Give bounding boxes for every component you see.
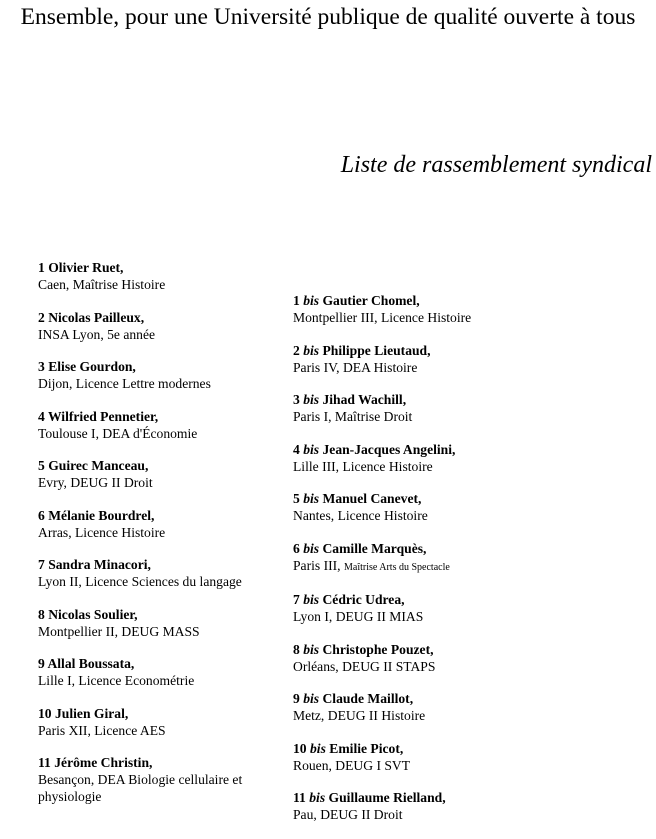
candidate-name: Elise Gourdon, xyxy=(48,359,136,374)
candidate-detail xyxy=(293,309,623,326)
candidate-number: 11 xyxy=(38,755,51,770)
candidate-number: 4 xyxy=(293,441,300,457)
candidate-name: Manuel Canevet, xyxy=(322,491,422,506)
candidate-course: Licence Histoire xyxy=(342,458,433,474)
candidate-line xyxy=(38,408,278,425)
candidate-course: Licence Histoire xyxy=(337,508,428,523)
bis-list xyxy=(293,292,623,839)
list-item xyxy=(38,556,278,590)
candidate-line xyxy=(38,556,278,573)
candidate-number: 2 xyxy=(293,342,300,358)
candidate-name: Sandra Minacori, xyxy=(48,557,151,572)
candidate-name: Mélanie Bourdrel, xyxy=(48,507,155,523)
candidate-number: 6 xyxy=(38,507,45,523)
candidate-line xyxy=(293,490,623,507)
candidate-line xyxy=(38,705,278,722)
candidate-line xyxy=(38,754,278,771)
candidate-name: Jean-Jacques Angelini, xyxy=(322,441,456,457)
bis-marker: bis xyxy=(309,790,326,805)
list-item xyxy=(293,391,623,425)
list-item xyxy=(38,705,278,739)
bis-marker: bis xyxy=(303,293,320,308)
candidate-number: 8 xyxy=(293,641,300,657)
candidate-course: DEUG I SVT xyxy=(335,757,411,773)
bis-marker: bis xyxy=(303,342,320,358)
bis-marker: bis xyxy=(303,441,320,457)
candidate-place: Paris III, xyxy=(293,557,341,573)
candidate-detail xyxy=(293,359,623,376)
bis-marker: bis xyxy=(303,691,320,706)
candidate-name: Allal Boussata, xyxy=(47,656,135,671)
candidate-course: DEUG II Droit xyxy=(320,807,403,822)
candidate-place: Rouen, xyxy=(293,757,332,773)
candidate-line xyxy=(293,740,623,757)
candidate-place: Montpellier III, xyxy=(293,310,378,325)
candidate-course: DEUG II MIAS xyxy=(335,609,424,624)
list-item xyxy=(293,441,623,475)
candidate-name: Camille Marquès, xyxy=(322,540,427,556)
candidate-detail xyxy=(293,507,623,524)
candidate-line xyxy=(293,690,623,707)
candidate-detail xyxy=(293,806,623,823)
candidate-place: Lille III, xyxy=(293,458,340,474)
candidate-name: Julien Giral, xyxy=(55,705,129,721)
candidate-detail: Dijon, Licence Lettre modernes xyxy=(38,376,211,391)
candidate-number: 3 xyxy=(293,392,300,407)
candidate-course: Maîtrise Droit xyxy=(334,409,413,424)
candidate-detail xyxy=(293,757,623,774)
candidate-place: Metz, xyxy=(293,708,325,723)
candidate-line xyxy=(293,391,623,408)
list-item xyxy=(38,507,278,541)
list-item xyxy=(38,457,278,491)
candidate-name: Wilfried Pennetier, xyxy=(47,408,159,424)
candidate-name: Jérôme Christin, xyxy=(54,755,153,770)
list-item xyxy=(293,591,623,625)
candidate-course: Licence Histoire xyxy=(380,310,472,325)
main-list xyxy=(38,259,278,821)
candidate-line xyxy=(38,309,278,326)
candidate-number: 9 xyxy=(38,656,45,671)
candidate-detail xyxy=(293,458,623,475)
candidate-course: Maîtrise Arts du Spectacle xyxy=(343,561,450,573)
candidate-number: 8 xyxy=(38,606,45,622)
candidate-line xyxy=(293,342,623,359)
candidate-line xyxy=(38,259,278,276)
list-item xyxy=(293,490,623,524)
list-item xyxy=(38,408,278,442)
candidate-name: Guirec Manceau, xyxy=(48,458,149,473)
candidate-number: 10 xyxy=(38,705,52,721)
candidate-line xyxy=(38,606,278,623)
candidate-name: Christophe Pouzet, xyxy=(322,641,434,657)
candidate-name: Emilie Picot, xyxy=(329,740,404,756)
candidate-detail: Evry, DEUG II Droit xyxy=(38,475,153,490)
bis-marker: bis xyxy=(303,491,320,506)
list-item xyxy=(293,540,623,576)
candidate-line xyxy=(293,591,623,608)
candidate-line xyxy=(293,789,623,806)
candidate-detail: Arras, Licence Histoire xyxy=(38,524,166,540)
candidate-detail: Caen, Maîtrise Histoire xyxy=(38,277,166,292)
candidate-name: Nicolas Soulier, xyxy=(48,606,138,622)
list-item xyxy=(293,740,623,774)
candidate-number: 1 xyxy=(38,260,45,275)
list-item xyxy=(38,606,278,640)
candidate-line xyxy=(38,507,278,524)
candidate-number: 7 xyxy=(293,592,300,607)
candidate-name: Claude Maillot, xyxy=(322,691,414,706)
candidate-course: DEA Histoire xyxy=(342,359,418,375)
list-item xyxy=(38,309,278,343)
candidate-name: Philippe Lieutaud, xyxy=(322,342,431,358)
candidate-place: Lyon I, xyxy=(293,609,333,624)
candidate-place: Nantes, xyxy=(293,508,335,523)
candidate-place: Orléans, xyxy=(293,658,339,674)
candidate-place: Paris I, xyxy=(293,409,332,424)
bis-marker: bis xyxy=(303,540,320,556)
candidate-detail: Lille I, Licence Econométrie xyxy=(38,673,195,688)
list-item xyxy=(293,641,623,675)
candidate-detail: Montpellier II, DEUG MASS xyxy=(38,623,200,639)
candidate-name: Gautier Chomel, xyxy=(322,293,420,308)
candidate-number: 1 xyxy=(293,293,300,308)
candidate-number: 5 xyxy=(38,458,45,473)
candidate-name: Olivier Ruet, xyxy=(48,260,124,275)
candidate-number: 11 xyxy=(293,790,306,805)
candidate-number: 3 xyxy=(38,359,45,374)
page-title: Ensemble, pour une Université publique de qualité ouverte à tous xyxy=(20,4,636,30)
candidate-detail xyxy=(293,707,623,724)
candidate-number: 4 xyxy=(38,408,45,424)
list-item xyxy=(38,754,278,805)
candidate-line xyxy=(38,457,278,474)
candidate-detail xyxy=(293,408,623,425)
candidate-line xyxy=(38,358,278,375)
list-item xyxy=(293,342,623,376)
candidate-detail xyxy=(293,608,623,625)
candidate-number: 10 xyxy=(293,740,307,756)
candidate-line xyxy=(293,540,623,557)
list-item xyxy=(38,655,278,689)
candidate-detail xyxy=(293,557,623,576)
candidate-detail xyxy=(293,658,623,675)
candidate-name: Cédric Udrea, xyxy=(322,592,405,607)
candidate-detail: Toulouse I, DEA d'Économie xyxy=(38,425,198,441)
candidate-number: 7 xyxy=(38,557,45,572)
bis-marker: bis xyxy=(303,392,320,407)
list-item xyxy=(293,789,623,823)
candidate-number: 5 xyxy=(293,491,300,506)
candidate-line xyxy=(293,441,623,458)
candidate-course: DEUG II Histoire xyxy=(327,708,426,723)
candidate-line xyxy=(38,655,278,672)
candidate-name: Guillaume Rielland, xyxy=(328,790,446,805)
candidate-number: 2 xyxy=(38,309,45,325)
list-item xyxy=(38,259,278,293)
list-item xyxy=(38,358,278,392)
candidate-detail: Paris XII, Licence AES xyxy=(38,722,166,738)
bis-marker: bis xyxy=(310,740,326,756)
bis-marker: bis xyxy=(303,641,320,657)
candidate-name: Nicolas Pailleux, xyxy=(48,309,145,325)
candidate-detail: Lyon II, Licence Sciences du langage xyxy=(38,574,242,589)
candidate-course: DEUG II STAPS xyxy=(342,658,436,674)
candidate-place: Pau, xyxy=(293,807,317,822)
candidate-detail: INSA Lyon, 5e année xyxy=(38,326,156,342)
candidate-number: 9 xyxy=(293,691,300,706)
candidate-name: Jihad Wachill, xyxy=(322,392,407,407)
candidate-place: Paris IV, xyxy=(293,359,340,375)
bis-marker: bis xyxy=(303,592,320,607)
list-item xyxy=(293,690,623,724)
list-item xyxy=(293,292,623,326)
candidate-line xyxy=(293,292,623,309)
candidate-detail: Besançon, DEA Biologie cellulaire et physiologie xyxy=(38,772,243,804)
candidate-line xyxy=(293,641,623,658)
candidate-number: 6 xyxy=(293,540,300,556)
page-subtitle: Liste de rassemblement syndical xyxy=(340,152,652,178)
